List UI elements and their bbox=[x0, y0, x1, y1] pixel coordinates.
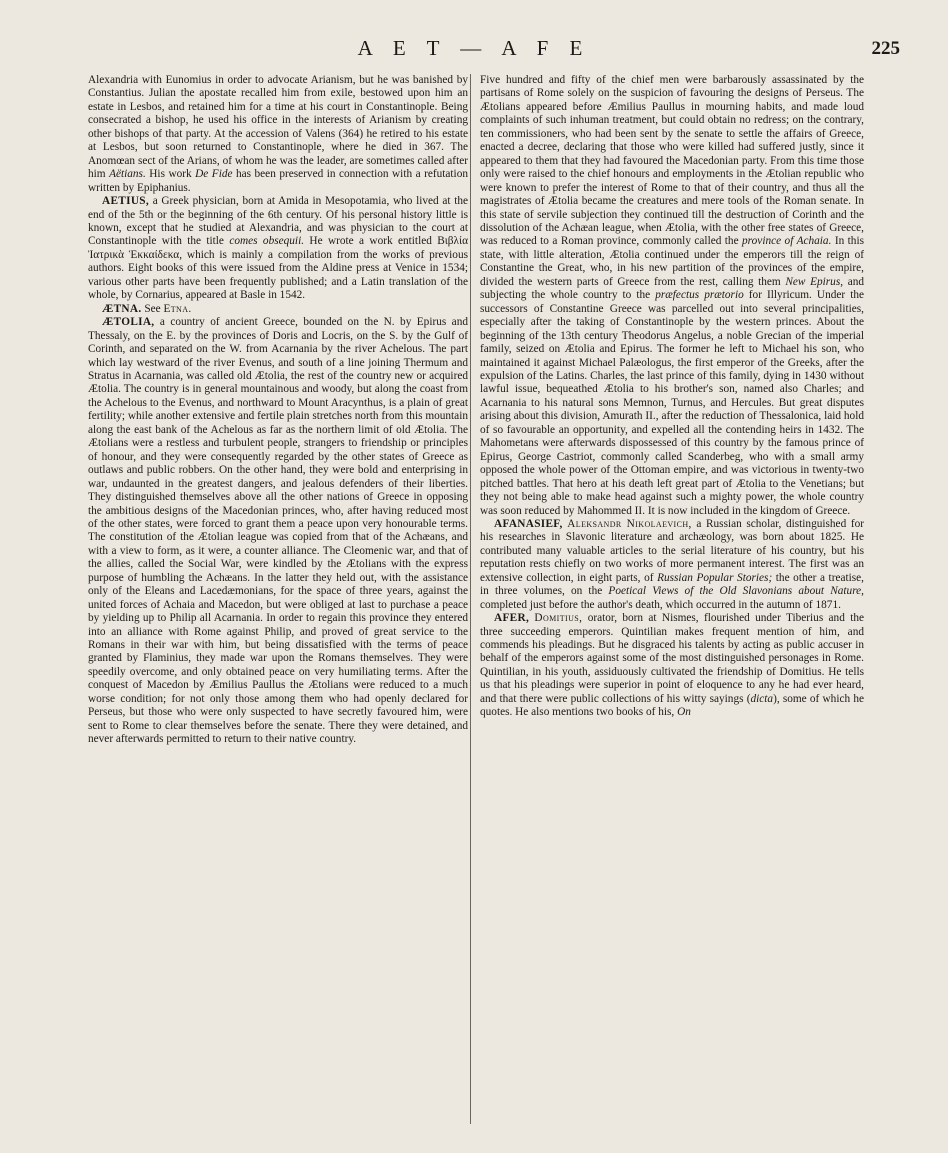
cross-reference: Etna. bbox=[163, 302, 192, 315]
full-name: Domitius, bbox=[534, 612, 583, 625]
right-column bbox=[480, 74, 864, 720]
column-divider bbox=[470, 74, 471, 1124]
entry-aetna: ÆTNA. See Etna. bbox=[102, 302, 192, 315]
headword: ÆTOLIA, bbox=[102, 316, 155, 329]
headword: AFER, bbox=[494, 612, 530, 625]
headword: AETIUS, bbox=[102, 195, 149, 208]
entry-afanasief: AFANASIEF, Aleksandr Nikolaevich, a Russian scholar, distinguished for his researches in Slavonic literature and archæology, was born about 1825. He contributed many valuable articles to the serial literature of his country, but his reputation rests chiefly on two works of more permanent interest. The first was an extensive collection, in eight parts, of Russian Popular Stories; the other a treatise, in three volumes, on the Poetical Views of the Old Slavonians about Nature, completed just before the author's death, which occurred in the autumn of 1871. bbox=[480, 517, 865, 611]
entry-aetolia: ÆTOLIA, a country of ancient Greece, bounded on the N. by Epirus and Thessaly, on the E. by the provinces of Doris and Locris, on the S. by the Gulf of Corinth, and separated on the W. from Acarnania by the river Achelous. The part which lay westward of the river Evenus, and south of a line joining Thermum and Stratus in Acarnania, was called old Ætolia, the rest of the country new or acquired Ætolia. The country is in general mountainous and woody, but along the coast from the Achelous to the Evenus, and northward to Mount Aracynthus, is a plain of great fertility; while another extensive and fertile plain stretches north from this mountain along the east bank of the Achelous as far as the northern limit of old Ætolia. The Ætolians were a restless and turbulent people, strangers to friendship or principles of honour, and they were consequently regarded by the other states of Greece as outlaws and public robbers. On the other hand, they were bold and enterprising in war, undaunted in the greatest dangers, and jealous defenders of their liberties. They distinguished themselves above all the other nations of Greece in opposing the ambitious designs of the Macedonian princes, who, after having reduced most of the other states, were forced to grant them a peace upon very honourable terms. The constitution of the Ætolian league was copied from that of the Achæans, and with a view to form, as it were, a counter alliance. The Cleomenic war, and that of the allies, called the Social War, were kindled by the Ætolians with the express purpose of humbling the Achæans. In the latter they held out, with the assistance only of the Eleans and Lacedæmonians, for the space of three years, against the united forces of Achaia and Macedon, but were obliged at last to purchase a peace by yielding up to Philip all Acarnania. In order to regain this province they entered into an alliance with Rome against Philip, and proved of great service to the Romans in their war with him, but being dissatisfied with the terms of peace granted by Flaminius, they made war upon the Romans themselves. They were speedily overcome, and only obtained peace on very humiliating terms. After the conquest of Macedon by Æmilius Paullus the Ætolians were reduced to a much worse condition; for not only those among them who had openly declared for Perseus, but those who were only suspected to have secretly favoured him, were sent to Rome to clear themselves before the senate. There they were detained, and never afterwards permitted to return to their native country. bbox=[88, 316, 468, 746]
headword: ÆTNA. bbox=[102, 302, 142, 315]
left-column bbox=[88, 74, 468, 747]
entry-aetius-physician: AETIUS, a Greek physician, born at Amida in Mesopotamia, who lived at the end of the 5th or the beginning of the 6th century. Of his personal history little is known, except that he studied at Alexandria, and was physician to the court at Constantinople with the title comes obsequii. He wrote a work entitled Βιβλία Ἰατρικὰ Ἑκκαίδεκα, which is mainly a compilation from the works of previous authors. Eight books of this were issued from the Aldine press at Venice in 1534; various other parts have been frequently published; and a Latin translation of the whole, by Cornarius, appeared at Basle in 1542. bbox=[88, 195, 468, 302]
page-number: 225 bbox=[871, 38, 900, 59]
paragraph-aetolia-continued: Five hundred and fifty of the chief men were barbarously assassinated by the partisans of Rome solely on the suspicion of favouring the designs of Perseus. The Ætolians appeared before Æmilius Paullus in mourning habits, and made loud complaints of such inhuman treatment, but could obtain no redress; on the contrary, ten commissioners, who had been sent by the senate to settle the affairs of Greece, enacted a decree, declaring that those who were killed had suffered justly, since it appeared to them that they had favoured the Macedonian party. From this time those only were raised to the chief honours and employments in the Ætolian republic who were known to prefer the interest of Rome to that of their country, and thus all the magistrates of Ætolia became the creatures and mere tools of the Roman senate. In this state of servile subjection they continued till the destruction of Corinth and the dissolution of the Achæan league, when Ætolia, with the other free states of Greece, was reduced to a Roman province, commonly called the province of Achaia. In this state, with little alteration, Ætolia continued under the emperors till the reign of Constantine the Great, who, in his new partition of the provinces of the empire, divided the western parts of Greece from the rest, calling them New Epirus, and subjecting the whole country to the præfectus prætorio for Illyricum. Under the successors of Constantine Greece was parcelled out into several principalities, especially after the taking of Constantinople by the western princes. About the beginning of the 13th century Theodorus Angelus, a noble Grecian of the imperial family, seized on Ætolia and Epirus. The former he left to Michael his son, who maintained it against Michael Palæologus, the first emperor of the Greeks, after the expulsion of the Latins. Charles, the last prince of this family, dying in 1430 without lawful issue, bequeathed Ætolia to his brother's son, named also Charles; and Acarnania to his natural sons Memnon, Turnus, and Hercules. But great disputes arising about this division, Amurath II., after the reduction of Thessalonica, laid hold of so favourable an opportunity, and expelled all the contending heirs in 1432. The Mahometans were afterwards dispossessed of this country by the famous prince of Epirus, George Castriot, commonly called Scanderbeg, who with a small army opposed the whole power of the Ottoman empire, and was victorious in twenty-two pitched battles. That hero at his death left great part of Ætolia to the Venetians; but they not being able to make head against such a mighty power, the whole country was soon reduced by Mahommed II. It is now included in the kingdom of Greece. bbox=[480, 74, 864, 517]
entry-afer: AFER, Domitius, orator, born at Nismes, flourished under Tiberius and the three succeeding emperors. Quintilian makes frequent mention of him, and commends his pleadings. But he disgraced his talents by acting as public accuser in behalf of the emperors against some of the most distinguished personages in Rome. Quintilian, in his youth, assiduously cultivated the friendship of Domitius. He tells us that his pleadings were superior in point of eloquence to any he had ever heard, and that there were public collections of his witty sayings (dicta), some of which he quotes. He also mentions two books of his, On bbox=[480, 612, 864, 719]
page-title: A E T — A F E bbox=[357, 36, 591, 60]
full-name: Aleksandr Nikolaevich, bbox=[567, 517, 692, 530]
running-head bbox=[0, 36, 948, 66]
headword: AFANASIEF, bbox=[494, 517, 563, 530]
paragraph-aetius-continued: Alexandria with Eunomius in order to advocate Arianism, but he was banished by Constantius. Julian the apostate recalled him from exile, bestowed upon him an estate in Lesbos, and retained him for a time at his court in Constantinople. Being consecrated a bishop, he used his office in the interests of Arianism by creating other bishops of that party. At the accession of Valens (364) he retired to his estate at Lesbos, but soon returned to Constantinople, where he died in 367. The Anomœan sect of the Arians, of whom he was the leader, are sometimes called after him Aëtians. His work De Fide has been preserved in connection with a refutation written by Epiphanius. bbox=[88, 74, 468, 194]
